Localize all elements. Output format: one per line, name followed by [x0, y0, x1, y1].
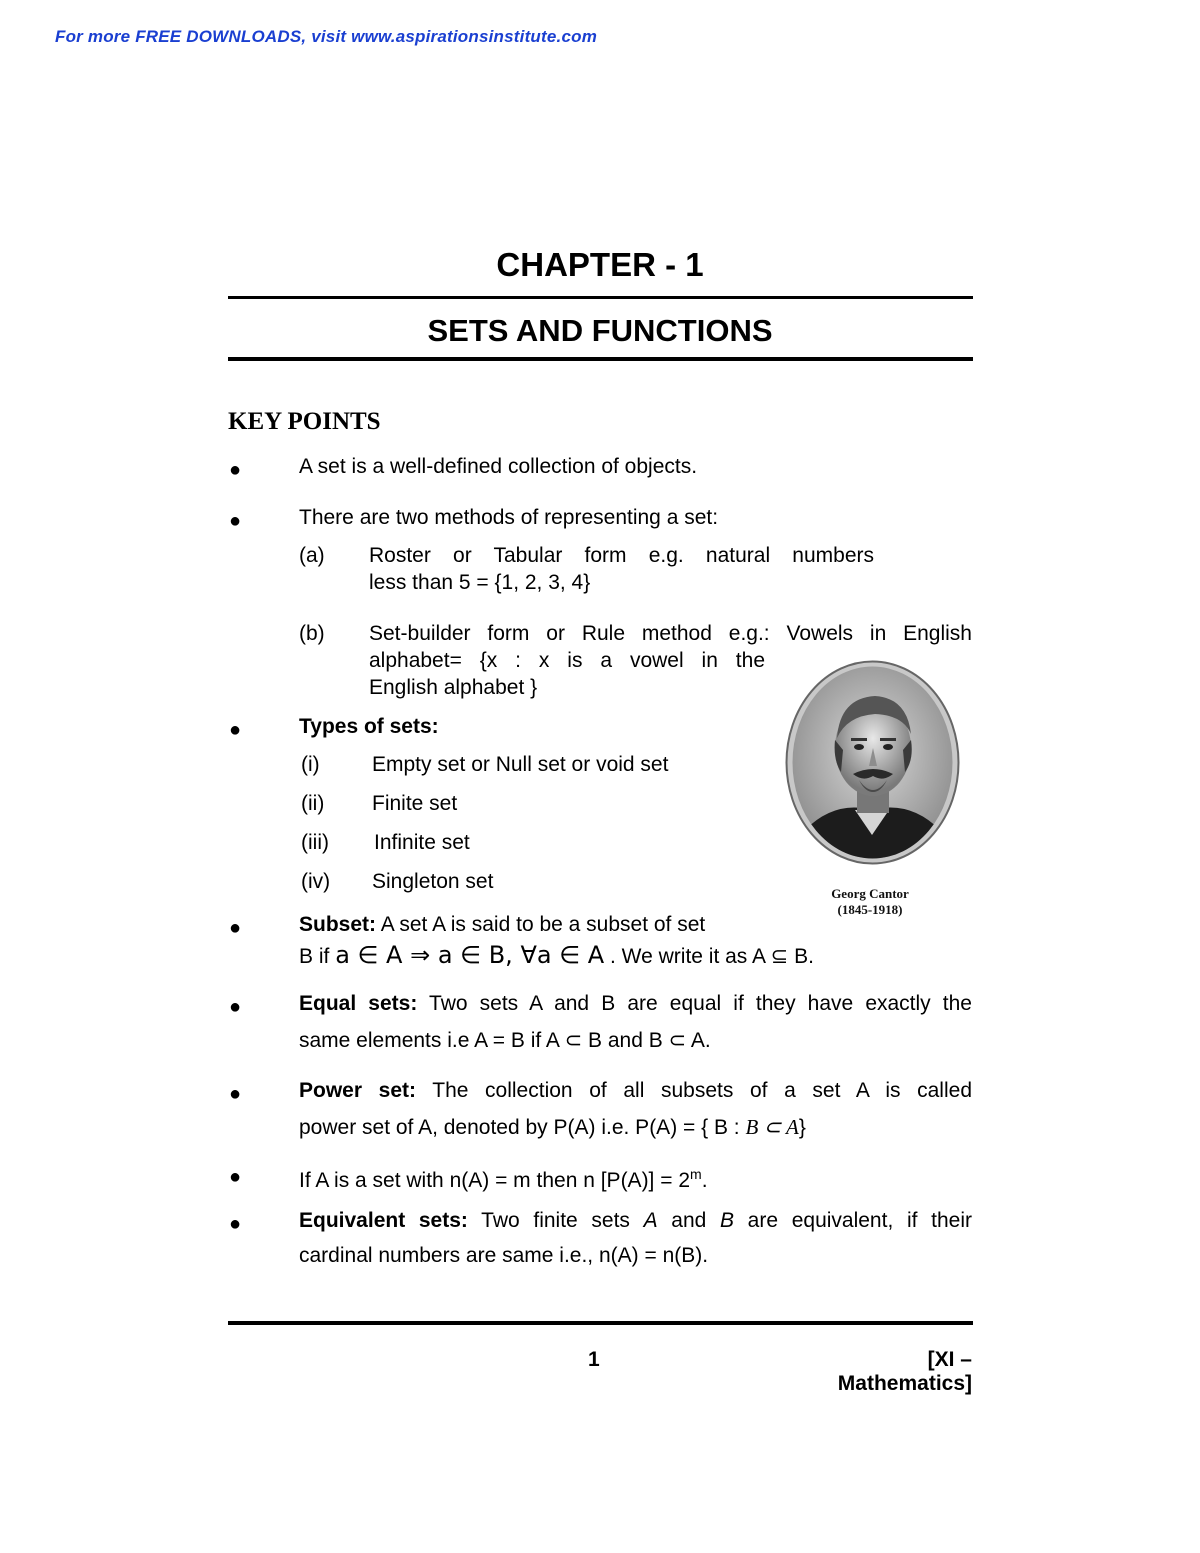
point-equivalent-sets-line1: [299, 1208, 972, 1234]
type-singleton-set: Singleton set: [372, 870, 494, 893]
portrait-image: [785, 660, 960, 865]
point-subset-line1: [299, 912, 705, 938]
power-set-term: Power set:: [299, 1079, 416, 1102]
subset-formula: a ∈ A ⇒ a ∈ B, ∀a ∈ A: [335, 941, 605, 969]
type-finite-set: Finite set: [372, 792, 458, 815]
key-points-heading: KEY POINTS: [228, 408, 381, 435]
power-set-count-exponent: m: [690, 1166, 702, 1182]
bullet-icon: ●: [229, 1083, 242, 1105]
bullet-icon: ●: [229, 510, 242, 532]
footer-subject: [XI – Mathematics]: [837, 1348, 972, 1395]
bullet-icon: ●: [229, 459, 242, 481]
equivalent-sets-text-3: are equivalent, if their: [734, 1209, 972, 1232]
portrait-caption-years: (1845-1918): [837, 902, 903, 917]
power-set-count-text: If A is a set with n(A) = m then n [P(A)] = 2: [299, 1169, 691, 1192]
equivalent-sets-var-a: A: [643, 1209, 658, 1232]
method-b-label: (b): [299, 622, 325, 645]
power-set-formula: B ⊂ A: [745, 1115, 799, 1139]
free-downloads-link[interactable]: For more FREE DOWNLOADS, visit www.aspirationsinstitute.com: [55, 27, 598, 46]
equivalent-sets-term: Equivalent sets:: [299, 1209, 468, 1232]
point-representation-methods: There are two methods of representing a set:: [299, 506, 719, 529]
equivalent-sets-text-2: and: [657, 1209, 720, 1232]
bullet-icon: ●: [229, 1213, 242, 1235]
point-subset-line2: [299, 942, 814, 970]
type-label: (ii): [301, 792, 325, 815]
bullet-icon: ●: [229, 1166, 242, 1188]
subset-definition: A set A is said to be a subset of set: [376, 913, 706, 936]
subset-line2-start: B if: [299, 945, 336, 968]
method-a-line1: Roster or Tabular form e.g. natural numbers: [369, 544, 874, 567]
types-of-sets-heading: Types of sets:: [299, 715, 439, 738]
power-set-definition: The collection of all subsets of a set A is called: [416, 1079, 972, 1102]
chapter-number: CHAPTER - 1: [496, 246, 704, 283]
equal-sets-definition: Two sets A and B are equal if they have exactly the: [417, 992, 972, 1015]
type-empty-set: Empty set or Null set or void set: [372, 753, 669, 776]
subset-term: Subset:: [299, 913, 377, 936]
power-set-line2-end: }: [798, 1116, 806, 1139]
power-set-line2-start: power set of A, denoted by P(A) i.e. P(A) = { B :: [299, 1116, 746, 1139]
point-power-set-line1: [299, 1078, 972, 1104]
chapter-top-rule: [228, 296, 973, 299]
point-equal-sets-line1: [299, 991, 972, 1017]
point-power-set-line2: [299, 1114, 806, 1141]
subset-line2-end: . We write it as A ⊆ B.: [604, 945, 814, 968]
portrait-caption-name: Georg Cantor: [831, 886, 909, 901]
type-label: (iii): [301, 831, 329, 854]
chapter-title: SETS AND FUNCTIONS: [427, 313, 773, 348]
footer-rule: [228, 1321, 973, 1325]
point-equivalent-sets-line2: cardinal numbers are same i.e., n(A) = n(B).: [299, 1244, 709, 1267]
chapter-bottom-rule: [228, 357, 973, 361]
point-power-set-count: [299, 1161, 708, 1194]
method-b-line3: English alphabet }: [369, 676, 538, 699]
method-b-line2: alphabet= {x : x is a vowel in the: [369, 649, 765, 672]
type-infinite-set: Infinite set: [374, 831, 470, 854]
equivalent-sets-text-1: Two finite sets: [467, 1209, 644, 1232]
point-equal-sets-line2: same elements i.e A = B if A ⊂ B and B ⊂ A.: [299, 1029, 711, 1052]
equal-sets-term: Equal sets:: [299, 992, 418, 1015]
method-a-label: (a): [299, 544, 325, 567]
method-a-line2: less than 5 = {1, 2, 3, 4}: [369, 571, 591, 594]
type-label: (i): [301, 753, 320, 776]
point-set-definition: A set is a well-defined collection of objects.: [299, 455, 698, 478]
georg-cantor-portrait: [785, 660, 960, 865]
equivalent-sets-var-b: B: [720, 1209, 735, 1232]
bullet-icon: ●: [229, 996, 242, 1018]
type-label: (iv): [301, 870, 331, 893]
method-b-line1: Set-builder form or Rule method e.g.: Vowels in English: [369, 622, 972, 645]
bullet-icon: ●: [229, 719, 242, 741]
power-set-count-end: .: [701, 1169, 708, 1192]
bullet-icon: ●: [229, 917, 242, 939]
page-number: 1: [588, 1348, 600, 1371]
